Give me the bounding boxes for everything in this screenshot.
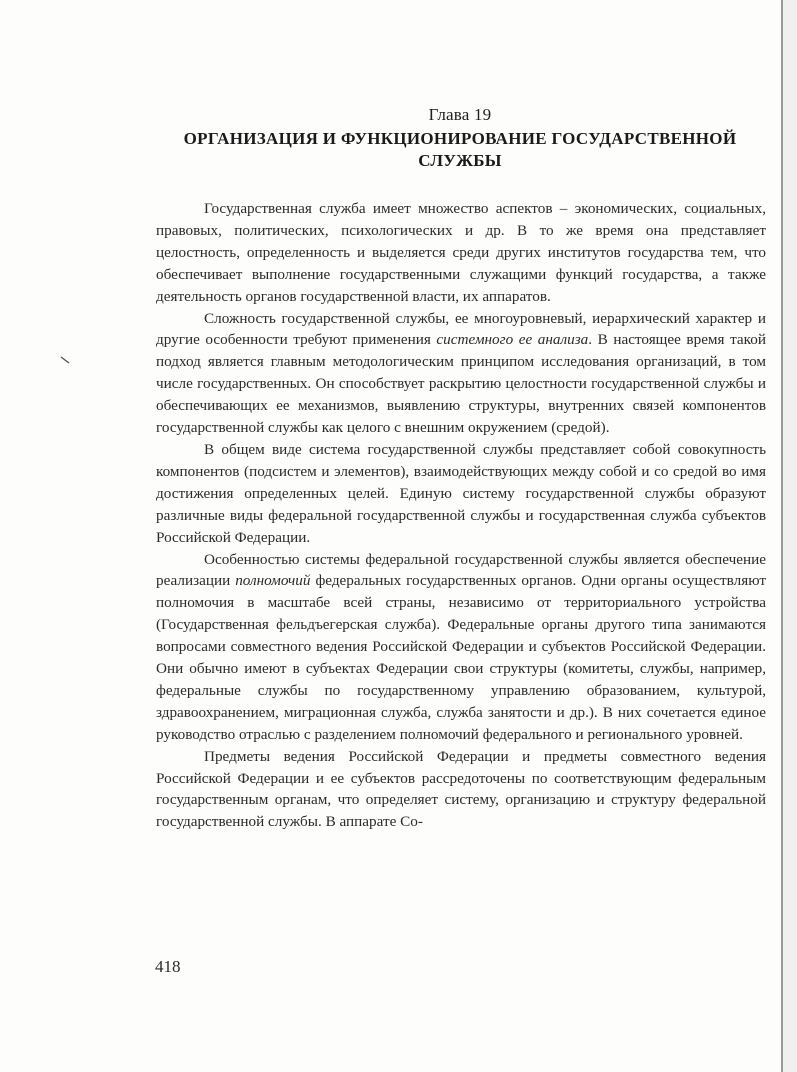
paragraph-4-start: Особенностью системы федеральной государственной службы является обеспечение реализации [156, 550, 766, 590]
paragraph-4-end: федеральных государственных органов. Одни органы осуществляют полномочия в масштабе всей страны, независимо от территориального устройства (Государственная фельдъегерская служба). Федеральные органы другого типа занимаются вопросами совместного ведения Российской Федерации и субъектов Российской Федерации. Они обычно имеют в субъектах Федерации свои структуры (комитеты, службы, например, федеральные службы по государственному управлению образованием, культурой, здравоохранением, миграционная служба, служба занятости и др.). В них сочетается единое руководство отраслью с разделением полномочий федерального и регионального уровней. [156, 572, 766, 743]
paragraph-2-start: Сложность государственной службы, ее многоуровневый, иерархический характер и другие особенности требуют применения [156, 309, 766, 349]
body-text [156, 198, 766, 833]
page-number: 418 [155, 957, 181, 976]
paragraph-4 [156, 549, 766, 746]
chapter-title: ОРГАНИЗАЦИЯ И ФУНКЦИОНИРОВАНИЕ ГОСУДАРСТВЕННОЙ СЛУЖБЫ [183, 129, 737, 170]
paragraph-2 [156, 308, 766, 439]
paragraph-3: В общем виде система государственной службы представляет собой совокупность компонентов (подсистем и элементов), взаимодействующих между собой и со средой во имя достижения определенных целей. Единую систему государственной службы образуют различные виды федеральной государственной службы и государственная служба субъектов Российской Федерации. [156, 440, 766, 546]
paragraph-2-end: . В настоящее время такой подход является главным методологическим принципом исследования организаций, в том числе государственных. Он способствует раскрытию целостности государственной службы и обеспечивающих ее механизмов, выявлению структуры, внутренних связей компонентов государственной службы как целого с внешним окружением (средой). [156, 331, 766, 437]
emphasis-powers: полномочий [235, 572, 311, 590]
chapter-number: Глава 19 [428, 105, 492, 124]
stray-mark-icon [60, 356, 70, 364]
paragraph-1: Государственная служба имеет множество аспектов – экономических, социальных, правовых, политических, психологических и др. В то же время она представляет целостность, определенность и выделяется среди других институтов государства тем, что обеспечивает выполнение государственными служащими функций государства, а также деятельность органов государственной власти, их аппаратов. [156, 200, 766, 305]
scan-margin [783, 0, 797, 1072]
paragraph-5: Предметы ведения Российской Федерации и предметы совместного ведения Российской Федерации и ее субъектов рассредоточены по соответствующим федеральным государственным органам, что определяет систему, организацию и структуру федеральной государственной службы. В аппарате Со- [156, 747, 766, 831]
emphasis-systemic-analysis: системного ее анализа [436, 331, 589, 349]
